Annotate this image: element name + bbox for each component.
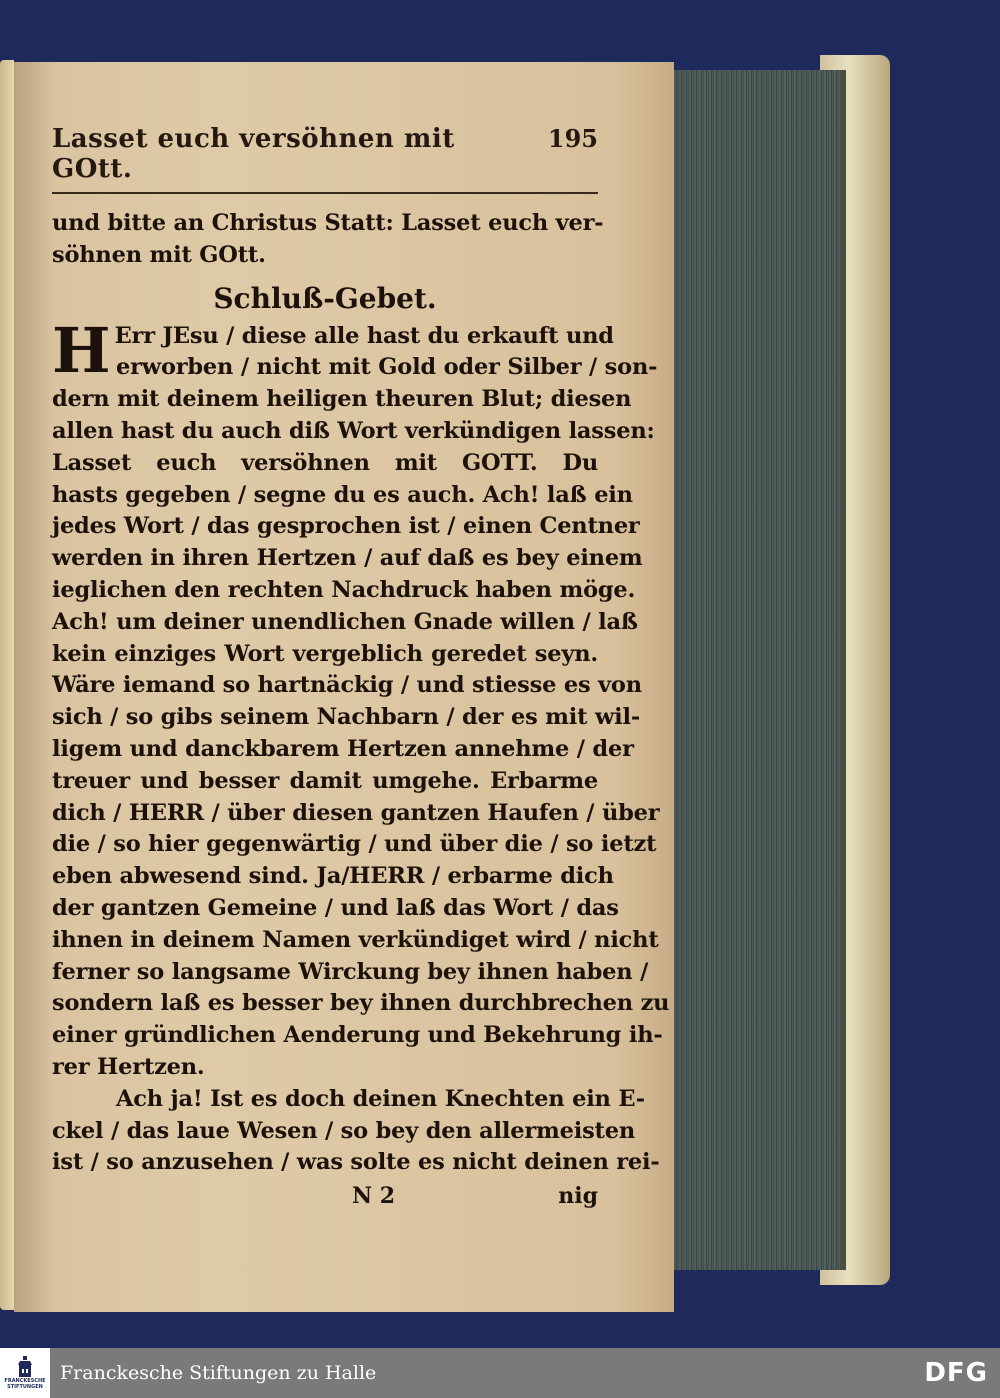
text-line: sondern laß es besser bey ihnen durchbrechen zu bbox=[52, 990, 670, 1017]
text-line: werden in ihren Hertzen / auf daß es bey einem bbox=[52, 545, 643, 572]
section-heading: Schluß-Gebet. bbox=[213, 281, 437, 315]
dfg-logo[interactable]: DFG bbox=[924, 1358, 988, 1388]
text-line: Ach ja! Ist es doch deinen Knechten ein E- bbox=[116, 1085, 645, 1112]
text-line: der gantzen Gemeine / und laß das Wort / das bbox=[52, 894, 619, 921]
text-line: rer Hertzen. bbox=[52, 1053, 205, 1080]
text-line: Wäre iemand so hartnäckig / und stiesse es von bbox=[52, 672, 642, 699]
book-cover-left bbox=[0, 60, 14, 1310]
text-line: erworben / nicht mit Gold oder Silber / son- bbox=[116, 354, 658, 381]
text-line: Ach! um deiner unendlichen Gnade willen / laß bbox=[52, 608, 638, 635]
page-number: 195 bbox=[547, 124, 598, 153]
text-line: eben abwesend sind. Ja/HERR / erbarme dich bbox=[52, 863, 614, 890]
text-line: und bitte an Christus Statt: Lasset euch ver- bbox=[52, 210, 604, 236]
text-line: die / so hier gegenwärtig / und über die / so ietzt bbox=[52, 831, 657, 858]
francke-logo[interactable] bbox=[0, 1348, 50, 1398]
text-line: sich / so gibs seinem Nachbarn / der es mit wil- bbox=[52, 704, 640, 731]
running-title: Lasset euch versöhnen mit GOtt. bbox=[52, 124, 455, 184]
page-text-block bbox=[52, 124, 670, 1210]
logo-text: FRANCKESCHE STIFTUNGEN bbox=[4, 1378, 46, 1390]
text-line: hasts gegeben / segne du es auch. Ach! laß ein bbox=[52, 481, 633, 508]
text-line: allen hast du auch diß Wort verkündigen lassen: bbox=[52, 417, 655, 444]
signature-mark: N 2 bbox=[352, 1183, 396, 1210]
text-line: einer gründlichen Aenderung und Bekehrung ih- bbox=[52, 1022, 663, 1049]
running-head bbox=[52, 124, 598, 194]
text-line: dern mit deinem heiligen theuren Blut; diesen bbox=[52, 386, 632, 413]
prayer-paragraph bbox=[52, 313, 670, 1084]
building-icon bbox=[17, 1356, 33, 1378]
text-line: ihnen in deinem Namen verkündiget wird / nicht bbox=[52, 926, 659, 953]
catchword: nig bbox=[558, 1183, 598, 1210]
text-line: ist / so anzusehen / was solte es nicht deinen rei- bbox=[52, 1149, 660, 1176]
text-line: Lasset euch versöhnen mit GOTT. Du bbox=[52, 449, 598, 476]
text-line: ferner so langsame Wirckung bey ihnen haben / bbox=[52, 958, 649, 985]
text-line: söhnen mit GOtt. bbox=[52, 241, 266, 268]
text-line: dich / HERR / über diesen gantzen Haufen / über bbox=[52, 799, 660, 826]
drop-cap: H bbox=[52, 313, 111, 387]
second-paragraph bbox=[52, 1084, 660, 1179]
text-line: ligem und danckbarem Hertzen annehme / der bbox=[52, 735, 634, 762]
institution-name[interactable]: Franckesche Stiftungen zu Halle bbox=[60, 1362, 377, 1384]
viewer-footer bbox=[0, 1348, 1000, 1398]
book-page bbox=[14, 62, 674, 1312]
text-line: treuer und besser damit umgehe. Erbarme bbox=[52, 767, 598, 794]
text-line: jedes Wort / das gesprochen ist / einen Centner bbox=[52, 513, 640, 540]
page-foot bbox=[52, 1183, 598, 1209]
text-line: Err JEsu / diese alle hast du erkauft und bbox=[114, 322, 614, 349]
text-line: ieglichen den rechten Nachdruck haben möge. bbox=[52, 576, 636, 603]
text-line: kein einziges Wort vergeblich geredet seyn. bbox=[52, 640, 598, 667]
text-line: ckel / das laue Wesen / so bey den allermeisten bbox=[52, 1117, 636, 1144]
book-fore-edge bbox=[668, 70, 846, 1270]
